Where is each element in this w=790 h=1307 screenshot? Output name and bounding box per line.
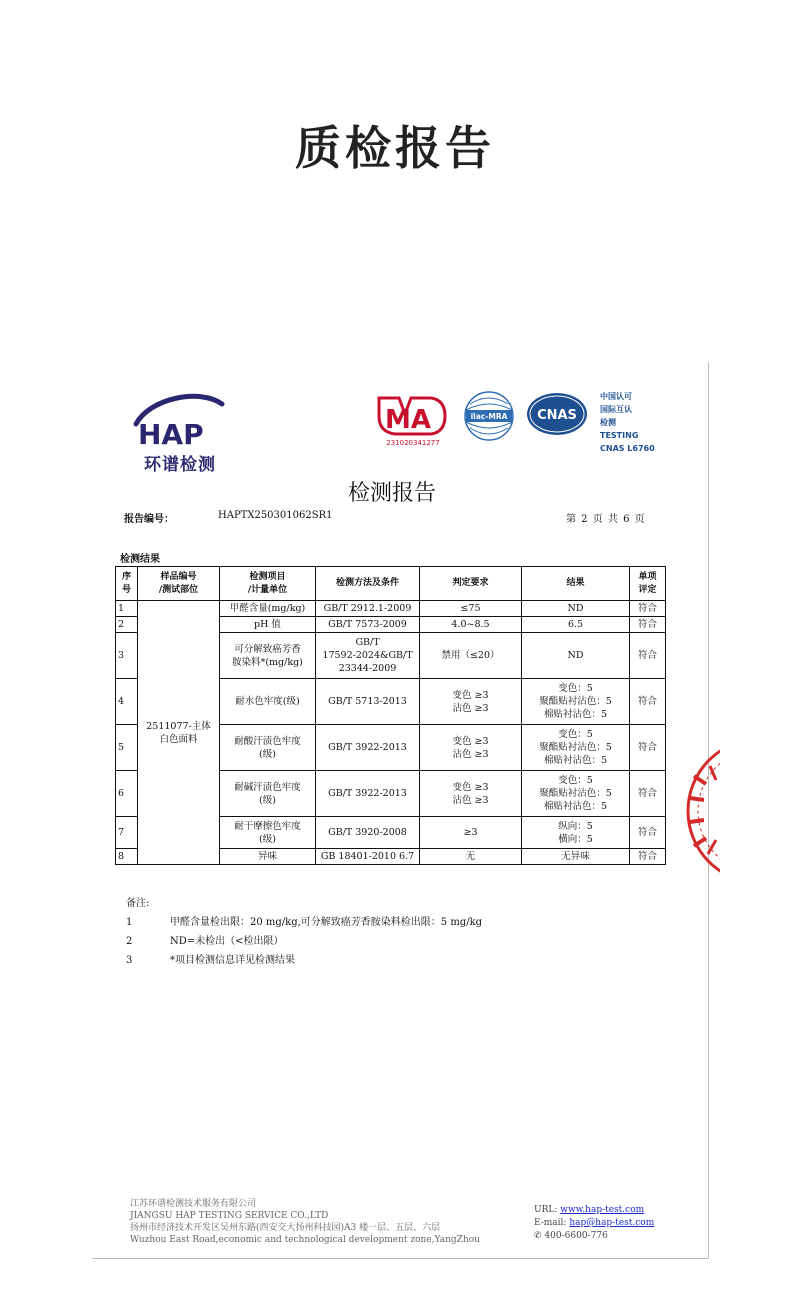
item-cell: 可分解致癌芳香 胺染料*(mg/kg) — [220, 633, 316, 679]
requirement-cell: 4.0~8.5 — [420, 617, 522, 633]
method-cell: GB/T 17592-2024&GB/T 23344-2009 — [316, 633, 420, 679]
header-cell: 检测项目 /计量单位 — [220, 567, 316, 601]
cma-mark — [375, 392, 451, 448]
item-cell: 异味 — [220, 849, 316, 865]
item-cell: 耐碱汗渍色牢度 (级) — [220, 771, 316, 817]
verdict-cell: 符合 — [630, 633, 666, 679]
note-item: 2 ND=未检出（<检出限） — [126, 936, 284, 947]
notes-block — [126, 894, 483, 970]
hap-logo-letters: HAP — [138, 418, 204, 450]
method-cell: GB/T 3920-2008 — [316, 817, 420, 849]
requirement-cell: 变色 ≥3 沾色 ≥3 — [420, 679, 522, 725]
method-cell: GB/T 3922-2013 — [316, 725, 420, 771]
header-cell: 样品编号 /测试部位 — [138, 567, 220, 601]
header-cell: 判定要求 — [420, 567, 522, 601]
phone-number: 400-6600-776 — [544, 1231, 608, 1241]
cnas-accreditation-text — [600, 390, 655, 455]
ilac-mra-mark — [460, 390, 518, 442]
row-number: 4 — [116, 679, 138, 725]
cnas-line: 中国认可 — [600, 392, 632, 401]
requirement-cell: ≥3 — [420, 817, 522, 849]
row-number: 3 — [116, 633, 138, 679]
requirement-cell: 禁用（≤20） — [420, 633, 522, 679]
cnas-line: 国际互认 — [600, 405, 632, 414]
result-cell: 变色：5 聚酯贴衬沾色：5 棉贴衬沾色：5 — [522, 725, 630, 771]
notes-label: 备注: — [126, 898, 150, 909]
section-label: 检测结果 — [120, 554, 160, 565]
method-cell: GB/T 7573-2009 — [316, 617, 420, 633]
row-number: 1 — [116, 601, 138, 617]
item-cell: 耐干摩擦色牢度 (级) — [220, 817, 316, 849]
url-link[interactable]: www.hap-test.com — [560, 1205, 645, 1215]
company-name-en: JIANGSU HAP TESTING SERVICE CO.,LTD — [130, 1211, 329, 1221]
method-cell: GB/T 5713-2013 — [316, 679, 420, 725]
table-header-row — [116, 567, 666, 601]
note-item: 3 *项目检测信息详见检测结果 — [126, 955, 295, 966]
result-cell: ND — [522, 601, 630, 617]
header-cell: 检测方法及条件 — [316, 567, 420, 601]
method-cell: GB/T 2912.1-2009 — [316, 601, 420, 617]
url-label: URL: — [534, 1205, 558, 1215]
result-cell: ND — [522, 633, 630, 679]
address-en: Wuzhou East Road,economic and technological development zone,YangZhou — [130, 1235, 480, 1245]
verdict-cell: 符合 — [630, 849, 666, 865]
address-cn: 扬州市经济技术开发区吴州东路(西安交大扬州科技园)A3 楼一层、五层、六层 — [130, 1223, 441, 1233]
verdict-cell: 符合 — [630, 725, 666, 771]
verdict-cell: 符合 — [630, 817, 666, 849]
email-link[interactable]: hap@hap-test.com — [569, 1218, 655, 1228]
header-cell: 单项 评定 — [630, 567, 666, 601]
lab-seal-stamp — [680, 736, 720, 886]
sample-cell: 2511077-主体 白色面料 — [138, 601, 220, 865]
result-cell: 无异味 — [522, 849, 630, 865]
svg-text:MA: MA — [385, 405, 431, 435]
row-number: 6 — [116, 771, 138, 817]
item-cell: 甲醛含量(mg/kg) — [220, 601, 316, 617]
ilac-label: ilac-MRA — [470, 412, 508, 421]
requirement-cell: 无 — [420, 849, 522, 865]
method-cell: GB/T 3922-2013 — [316, 771, 420, 817]
item-cell: 耐水色牢度(级) — [220, 679, 316, 725]
verdict-cell: 符合 — [630, 601, 666, 617]
cma-number: 231020341277 — [386, 439, 440, 447]
requirement-cell: 变色 ≥3 沾色 ≥3 — [420, 725, 522, 771]
cnas-line: TESTING — [600, 431, 639, 440]
header-cell: 序 号 — [116, 567, 138, 601]
cnas-label: CNAS — [537, 408, 577, 423]
cnas-line: 检测 — [600, 418, 616, 427]
report-number-label: 报告编号： — [124, 514, 174, 525]
requirement-cell: ≤75 — [420, 601, 522, 617]
header-cell: 结果 — [522, 567, 630, 601]
email-label: E-mail: — [534, 1218, 567, 1228]
verdict-cell: 符合 — [630, 771, 666, 817]
verdict-cell: 符合 — [630, 617, 666, 633]
row-number: 5 — [116, 725, 138, 771]
item-cell: 耐酸汗渍色牢度 (级) — [220, 725, 316, 771]
result-cell: 6.5 — [522, 617, 630, 633]
row-number: 8 — [116, 849, 138, 865]
hap-logo — [130, 390, 240, 480]
report-number: HAPTX250301062SR1 — [218, 510, 333, 521]
result-cell: 纵向：5 横向：5 — [522, 817, 630, 849]
report-title: 检测报告 — [347, 481, 436, 506]
page-info: 第 2 页 共 6 页 — [566, 514, 646, 525]
row-number: 2 — [116, 617, 138, 633]
hap-swoosh-icon — [130, 390, 240, 450]
result-cell: 变色：5 聚酯贴衬沾色：5 棉贴衬沾色：5 — [522, 679, 630, 725]
table-row — [116, 601, 666, 617]
row-number: 7 — [116, 817, 138, 849]
result-cell: 变色：5 聚酯贴衬沾色：5 棉贴衬沾色：5 — [522, 771, 630, 817]
verdict-cell: 符合 — [630, 679, 666, 725]
requirement-cell: 变色 ≥3 沾色 ≥3 — [420, 771, 522, 817]
page-headline: 质检报告 — [295, 121, 495, 175]
item-cell: pH 值 — [220, 617, 316, 633]
note-item: 1 甲醛含量检出限：20 mg/kg,可分解致癌芳香胺染料检出限：5 mg/kg — [126, 917, 483, 928]
phone-icon: ✆ — [534, 1231, 542, 1241]
method-cell: GB 18401-2010 6.7 — [316, 849, 420, 865]
cnas-line: CNAS L6760 — [600, 444, 655, 453]
cnas-mark — [526, 392, 588, 436]
results-table — [115, 566, 666, 865]
test-report-sheet — [92, 362, 709, 1259]
footer-contact — [534, 1204, 654, 1243]
hap-logo-cn: 环谱检测 — [144, 455, 216, 475]
footer-company-info — [130, 1198, 480, 1246]
company-name-cn: 江苏环谱检测技术服务有限公司 — [130, 1199, 257, 1209]
